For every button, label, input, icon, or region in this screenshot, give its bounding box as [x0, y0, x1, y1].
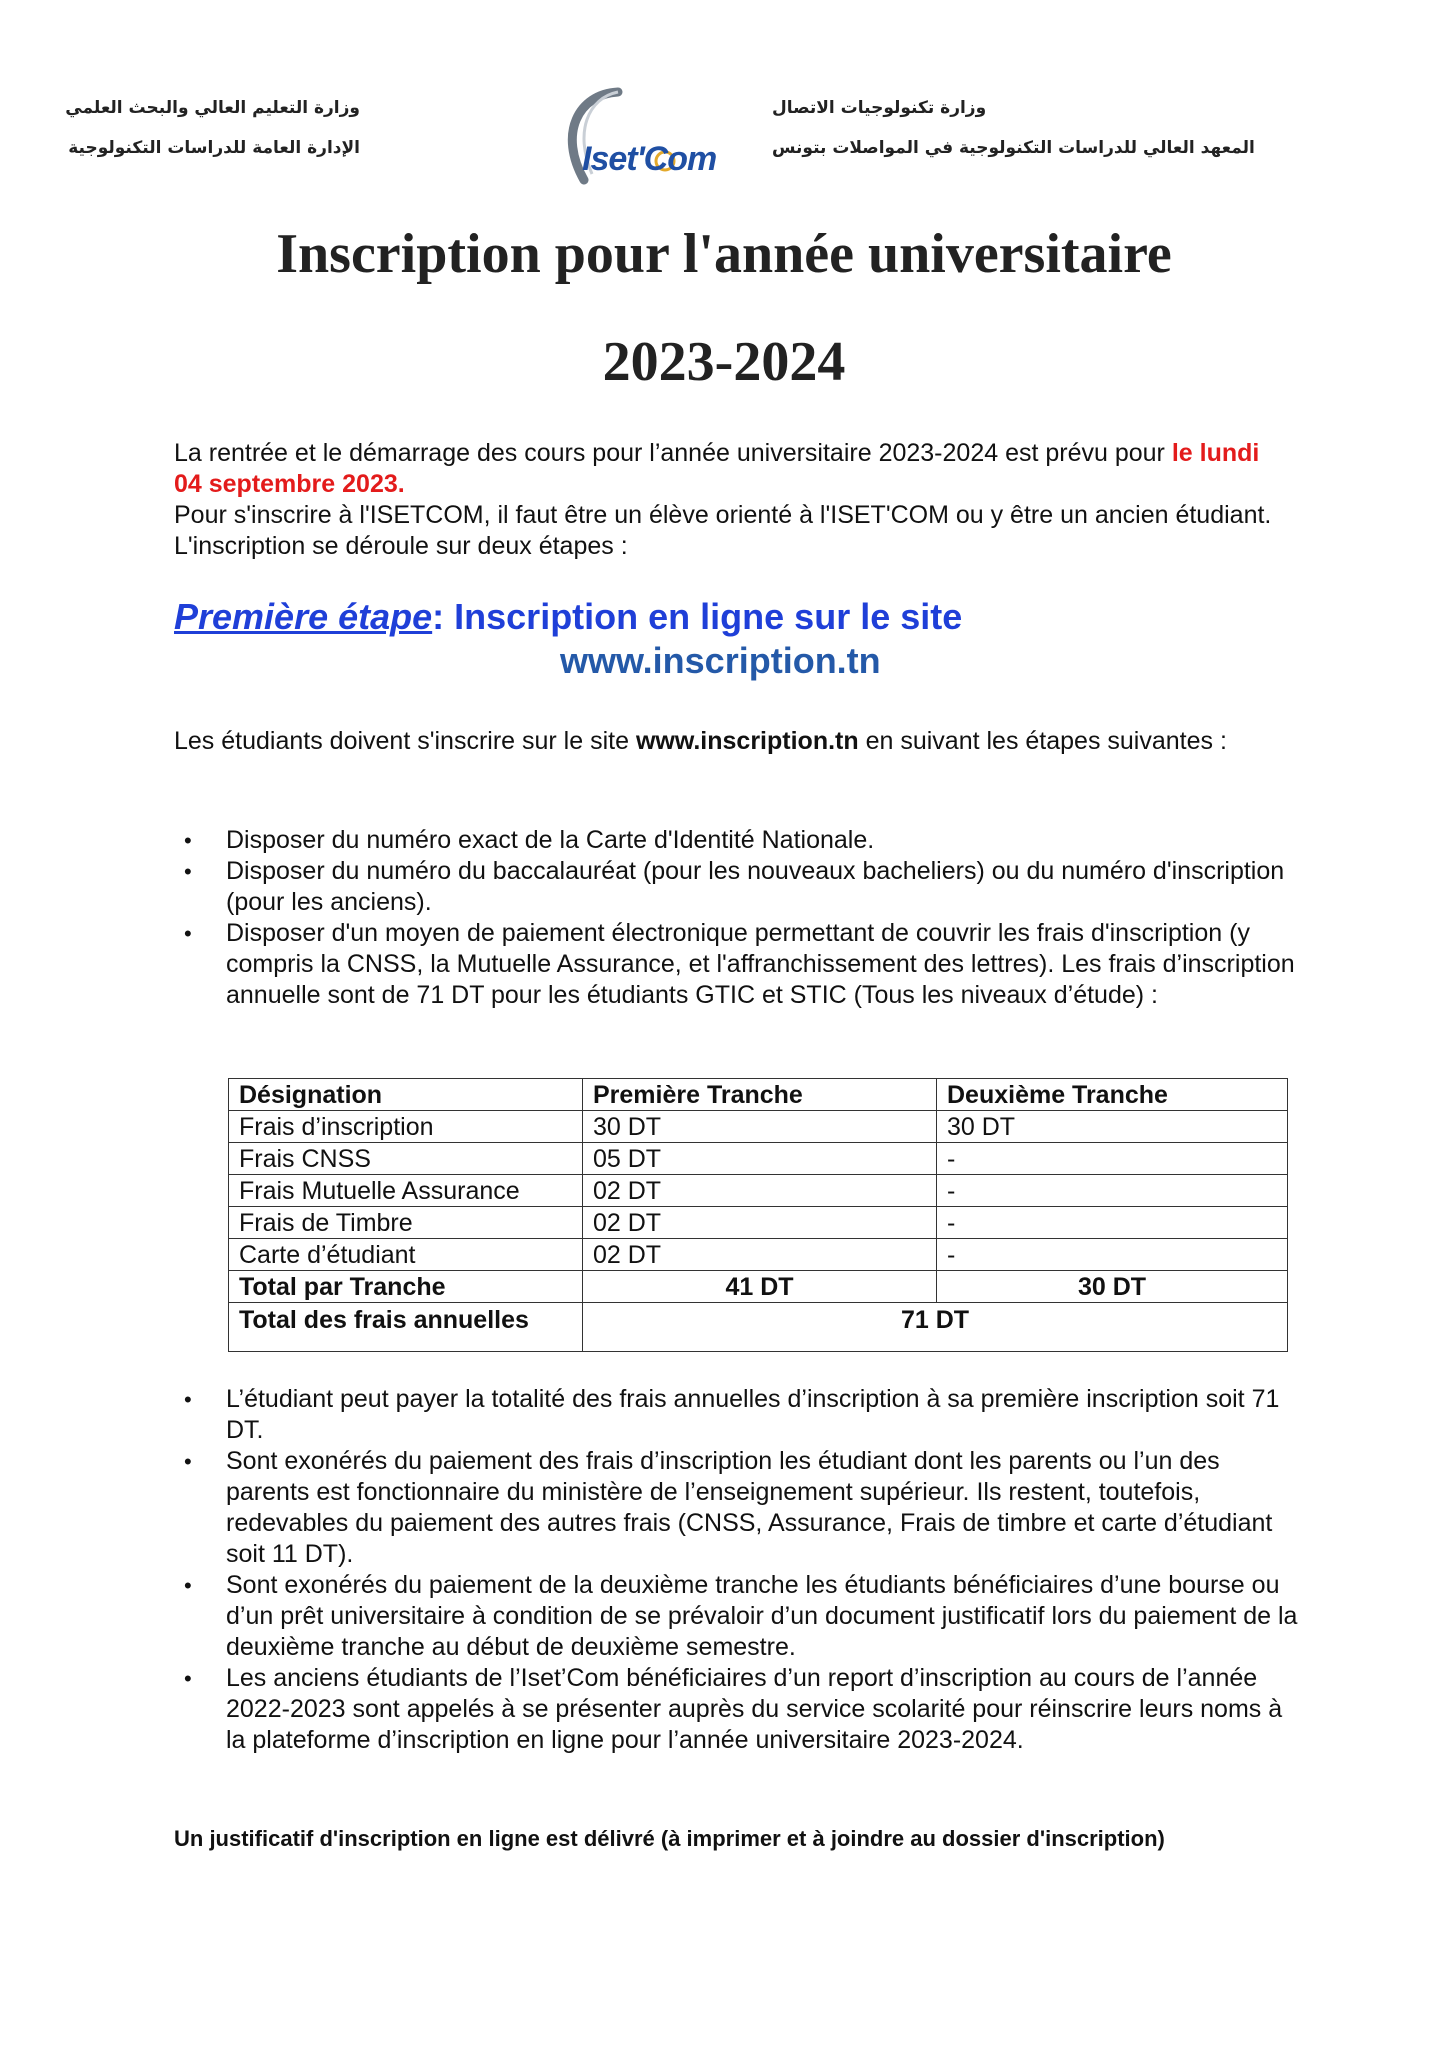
table-header-row: [229, 1079, 1288, 1111]
list-item: • Disposer du numéro du baccalauréat (pour les nouveaux bacheliers) ou du numéro d'inscription (pour les anciens).: [226, 856, 1306, 918]
table-header-cell: Désignation: [229, 1079, 583, 1111]
table-cell: Frais d’inscription: [229, 1111, 583, 1143]
intro-sentence: [174, 438, 1294, 500]
start-date: le lundi 04 septembre 2023.: [174, 439, 1260, 498]
table-cell: Frais Mutuelle Assurance: [229, 1175, 583, 1207]
list-item: • L’étudiant peut payer la totalité des frais annuelles d’inscription à sa première inscription soit 71 DT.: [226, 1384, 1306, 1446]
table-header-cell: Première Tranche: [583, 1079, 937, 1111]
instructions-before: Les étudiants doivent s'inscrire sur le site: [174, 727, 636, 755]
list-item: • Les anciens étudiants de l’Iset’Com bénéficiaires d’un report d’inscription au cours de l’année 2022-2023 sont appelés à se présenter auprès du service scolarité pour réinscrire leurs noms à la plateforme d’inscription en ligne pour l’année universitaire 2023-2024.: [226, 1663, 1306, 1756]
logo-text: Iset'Com: [582, 140, 717, 178]
annual-total-row: [229, 1303, 1288, 1352]
header-left-line2: الإدارة العامة للدراسات التكنولوجية: [68, 138, 360, 158]
total-first-tranche: 41 DT: [583, 1271, 937, 1303]
step-text: : Inscription en ligne sur le site: [432, 596, 963, 637]
step-site-link[interactable]: www.inscription.tn: [560, 640, 881, 681]
table-cell: 30 DT: [937, 1111, 1288, 1143]
intro-eligibility: Pour s'inscrire à l'ISETCOM, il faut être un élève orienté à l'ISET'COM ou y être un ancien étudiant. L'inscription se déroule sur deux étapes :: [174, 501, 1272, 560]
header-left-line1: وزارة التعليم العالي والبحث العلمي: [65, 98, 360, 118]
annual-total-label: Total des frais annuelles: [229, 1303, 583, 1352]
table-row: [229, 1111, 1288, 1143]
table-cell: Carte d’étudiant: [229, 1239, 583, 1271]
list-item: • Disposer d'un moyen de paiement électronique permettant de couvrir les frais d'inscription (y compris la CNSS, la Mutuelle Assurance, et l'affranchissement des lettres). Les frais d’inscription annuelle sont de 71 DT pour les étudiants GTIC et STIC (Tous les niveaux d’étude) :: [226, 918, 1306, 1011]
table-cell: 02 DT: [583, 1175, 937, 1207]
ministry-header-left: [40, 88, 360, 168]
requirements-list: [184, 825, 1306, 1011]
table-cell: -: [937, 1207, 1288, 1239]
step-label: Première étape: [174, 596, 433, 637]
table-cell: -: [937, 1175, 1288, 1207]
list-item: • Sont exonérés du paiement des frais d’inscription les étudiant dont les parents ou l’un des parents est fonctionnaire du ministère de l’enseignement supérieur. Ils restent, toutefois, redevables du paiement des autres frais (CNSS, Assurance, Frais de timbre et carte d’étudiant soit 11 DT).: [226, 1446, 1306, 1570]
table-cell: Frais CNSS: [229, 1143, 583, 1175]
page-title: Inscription pour l'année universitaire: [276, 223, 1172, 285]
ministry-header-right: [772, 88, 1292, 168]
isetcom-logo: [548, 84, 724, 188]
table-cell: 02 DT: [583, 1207, 937, 1239]
table-cell: -: [937, 1239, 1288, 1271]
table-cell: 30 DT: [583, 1111, 937, 1143]
table-cell: -: [937, 1143, 1288, 1175]
table-cell: 05 DT: [583, 1143, 937, 1175]
table-header-cell: Deuxième Tranche: [937, 1079, 1288, 1111]
annual-total-value: 71 DT: [583, 1303, 1288, 1352]
page-title-year: 2023-2024: [602, 331, 846, 393]
table-row: [229, 1175, 1288, 1207]
header-right-line2: المعهد العالي للدراسات التكنولوجية في المواصلات بتونس: [772, 138, 1255, 158]
notes-list: [184, 1384, 1306, 1756]
header-right-line1: وزارة تكنولوجيات الاتصال: [772, 98, 987, 118]
total-second-tranche: 30 DT: [937, 1271, 1288, 1303]
table-cell: 02 DT: [583, 1239, 937, 1271]
list-item: • Disposer du numéro exact de la Carte d'Identité Nationale.: [226, 825, 1306, 856]
list-item: • Sont exonérés du paiement de la deuxième tranche les étudiants bénéficiaires d’une bourse ou d’un prêt universitaire à condition de se prévaloir d’un document justificatif lors du paiement de la deuxième tranche au début de deuxième semestre.: [226, 1570, 1306, 1663]
instructions-site[interactable]: www.inscription.tn: [635, 727, 859, 755]
table-row: [229, 1207, 1288, 1239]
table-cell: Frais de Timbre: [229, 1207, 583, 1239]
instructions-after: en suivant les étapes suivantes :: [858, 727, 1227, 755]
instructions-paragraph: [174, 726, 1294, 757]
intro-text: La rentrée et le démarrage des cours pour l’année universitaire 2023-2024 est prévu pour: [174, 439, 1165, 467]
table-row: [229, 1239, 1288, 1271]
fees-table: [228, 1078, 1288, 1352]
footer-note: Un justificatif d'inscription en ligne est délivré (à imprimer et à joindre au dossier d'inscription): [174, 1826, 1165, 1851]
table-row: [229, 1143, 1288, 1175]
total-label: Total par Tranche: [229, 1271, 583, 1303]
total-row: [229, 1271, 1288, 1303]
step-heading: [174, 596, 1274, 638]
intro-paragraph: [174, 438, 1294, 562]
